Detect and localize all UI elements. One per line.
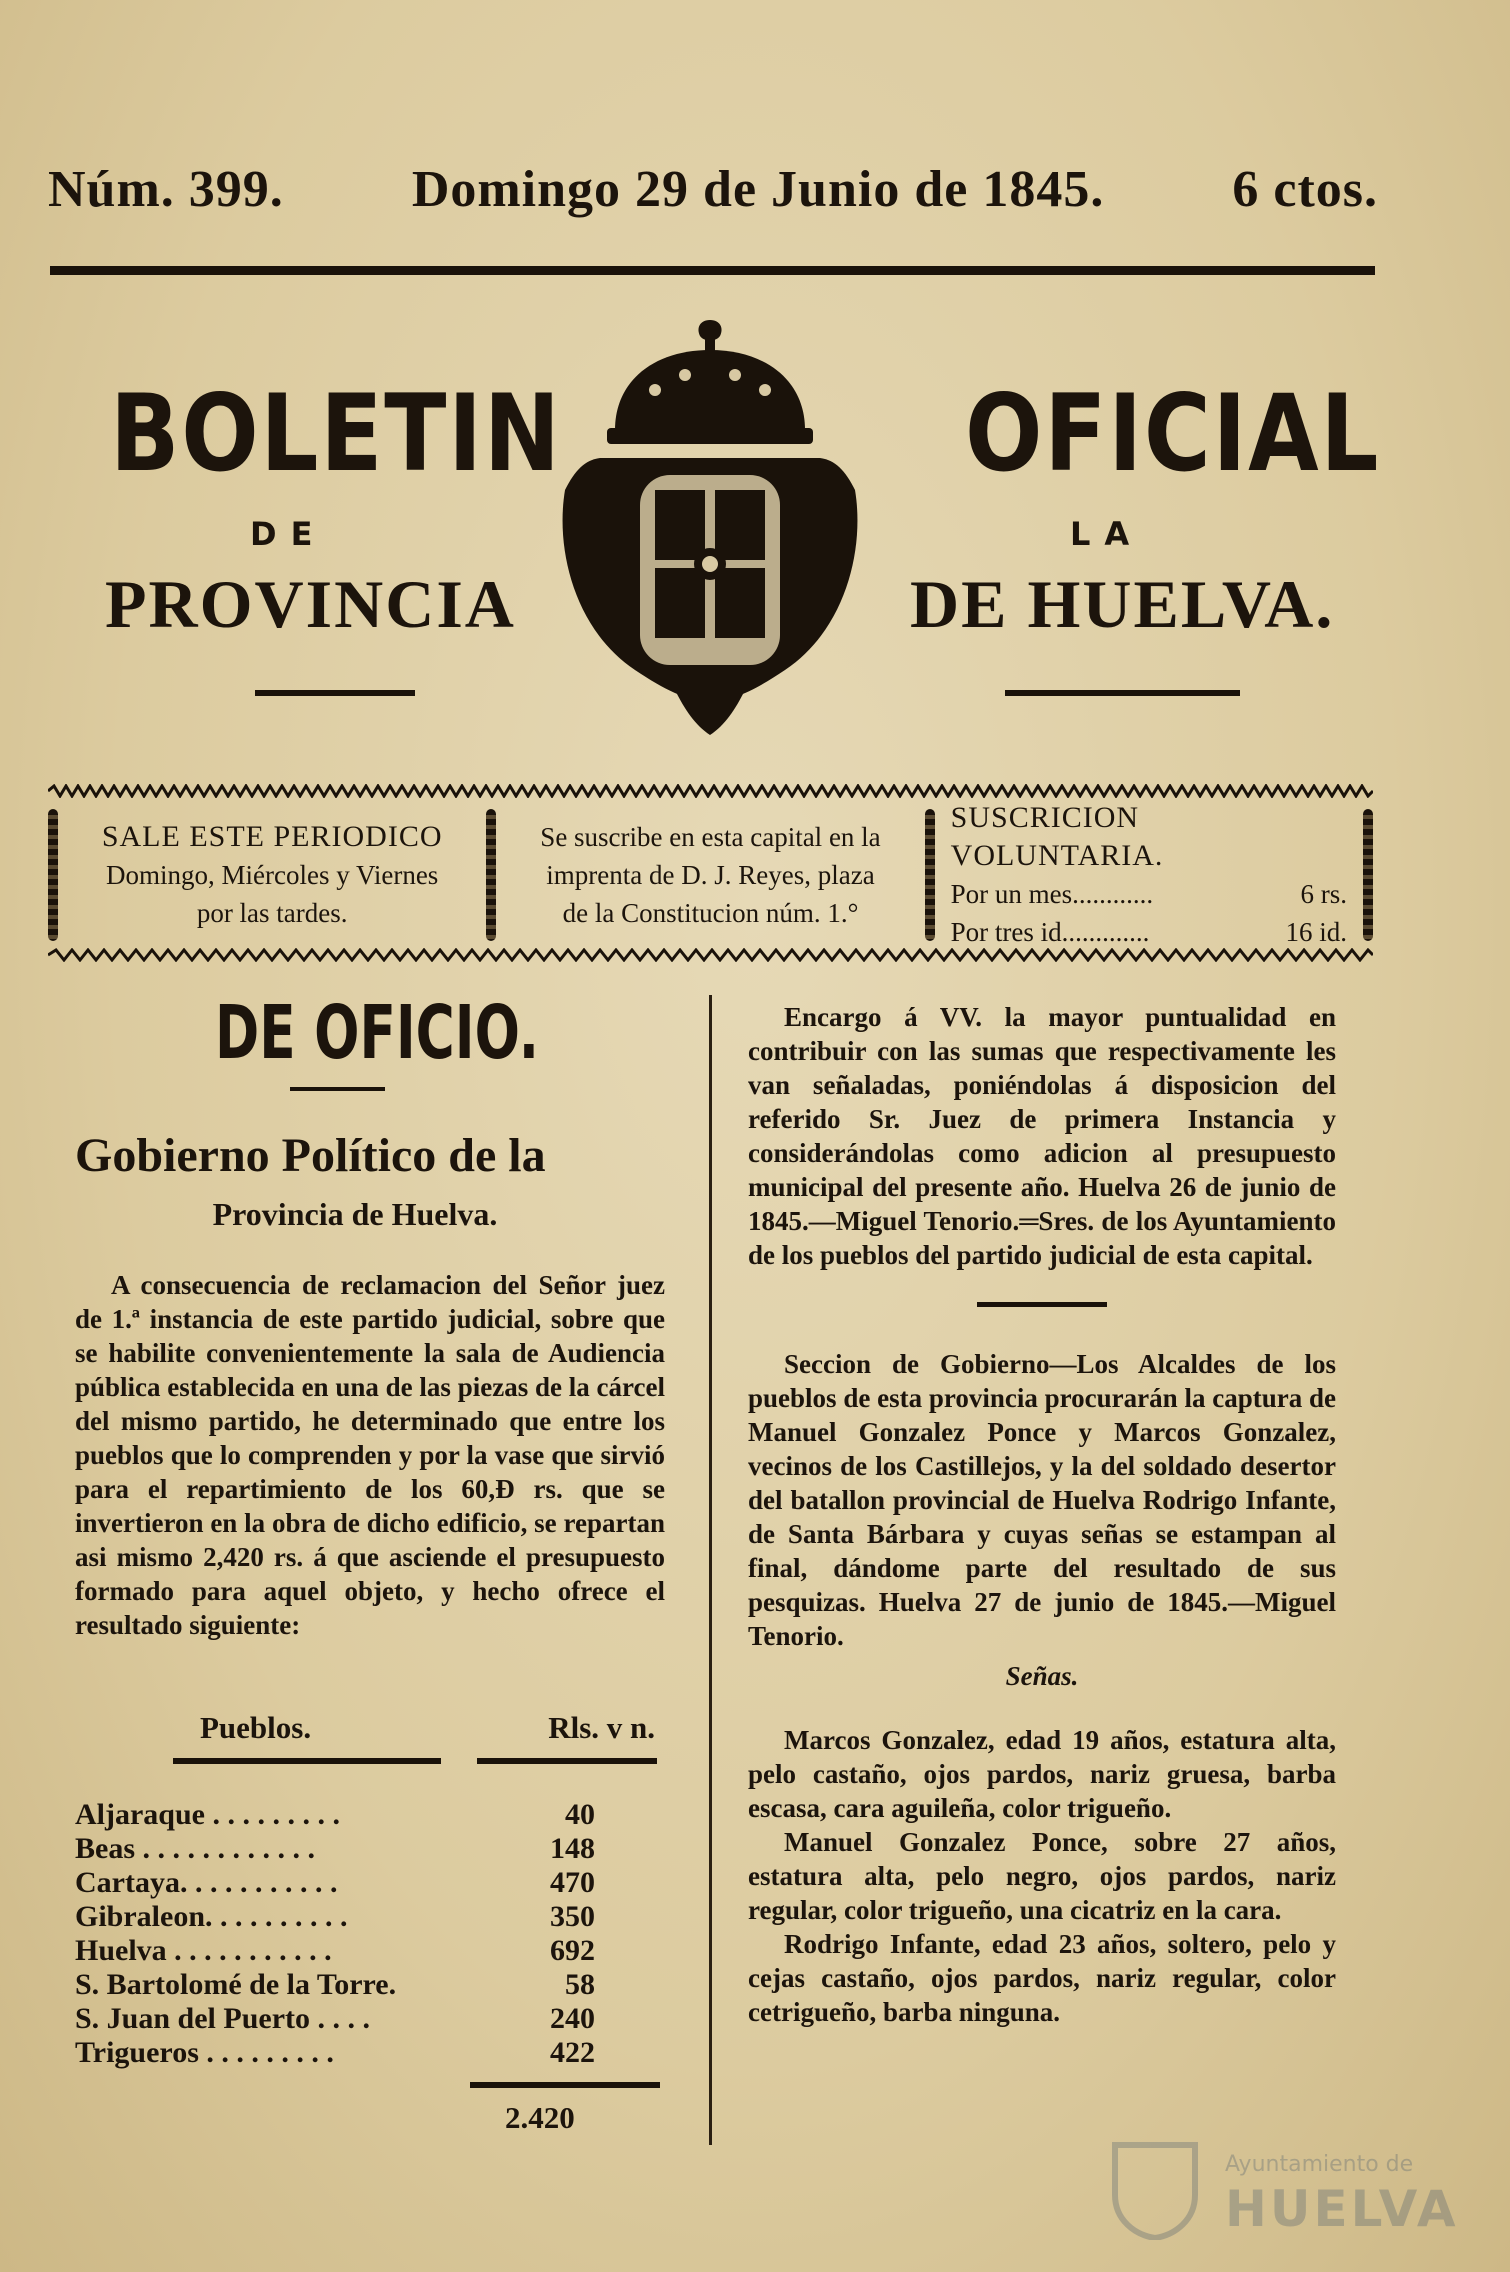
capture-paragraph: Seccion de Gobierno—Los Alcaldes de los pueblos de esta provincia procurarán la captura de Manuel Gonzalez Ponce y Marcos Gonzalez, vecinos de los Castillejos, y la del soldado desertor del batallon provincial de Huelva Rodrigo Infante, de Santa Bárbara y cuyas señas se estampan al final, dándome parte del resultado de sus pesquizas. Huelva 27 de junio de 1845.—Miguel Tenorio.: [748, 1349, 1336, 1651]
archive-watermark: [1110, 2140, 1459, 2250]
senas-heading: Señas.: [1005, 1661, 1079, 1691]
right-column: [748, 1000, 1336, 2029]
price-label: Por tres id.............: [950, 917, 1150, 947]
masthead-rule: [50, 266, 1375, 275]
price-heading: SUSCRICION VOLUNTARIA.: [950, 801, 1164, 872]
table-header-pueblos: Pueblos.: [200, 1710, 312, 1745]
circular-paragraph: Encargo á VV. la mayor puntualidad en contribuir con las sumas que respectivamente les van señaladas, poniéndolas á disposicion del referido Sr. Juez de primera Instancia y considerándolas como adicion al presupuesto municipal del presente año. Huelva 26 de junio de 1845.—Miguel Tenorio.═Sres. de los Ayuntamiento de los pueblos del partido judicial de esta capital.: [748, 1002, 1336, 1270]
table-row: [75, 2002, 595, 2036]
masthead-info-line: [48, 160, 1378, 220]
coat-of-arms-emblem: [545, 310, 875, 740]
town-amount: 40: [565, 1798, 595, 1831]
header-underline: [477, 1758, 657, 1764]
title-de: DE: [250, 515, 327, 553]
town-name: Beas . . . . . . . . . . . .: [75, 1832, 315, 1865]
table-row: [75, 1968, 595, 2002]
table-header: [75, 1710, 665, 1746]
subscription-band: [48, 801, 1373, 947]
schedule-heading: SALE ESTE PERIODICO: [101, 820, 443, 853]
town-amount: 58: [565, 1968, 595, 2001]
watermark-line-1: Ayuntamiento de: [1225, 2152, 1414, 2177]
pueblos-rows: [75, 1798, 595, 2070]
town-name: S. Bartolomé de la Torre.: [75, 1968, 397, 2001]
table-row: [75, 1832, 595, 1866]
watermark-line-2: HUELVA: [1225, 2180, 1459, 2238]
band-separator: [486, 809, 496, 941]
price-row: [951, 875, 1347, 913]
town-amount: 350: [550, 1900, 595, 1933]
schedule-time: por las tardes.: [196, 898, 348, 928]
title-oficial: OFICIAL: [965, 372, 1381, 495]
zigzag-border-top: [48, 784, 1373, 798]
subscribe-line-2: imprenta de D. J. Reyes, plaza: [546, 860, 875, 890]
price-value: 16 id.: [1285, 917, 1347, 947]
town-name: Cartaya. . . . . . . . . . .: [75, 1866, 338, 1899]
title-provincia: PROVINCIA: [105, 566, 516, 642]
town-name: S. Juan del Puerto . . . .: [75, 2002, 371, 2035]
issue-price: 6 ctos.: [1232, 161, 1378, 218]
title-right-rule: [1005, 690, 1240, 696]
zigzag-border-bottom: [48, 948, 1373, 962]
town-name: Huelva . . . . . . . . . . .: [75, 1934, 332, 1967]
issue-number: Núm. 399.: [48, 161, 284, 218]
issue-date: Domingo 29 de Junio de 1845.: [411, 161, 1105, 218]
header-underline: [173, 1758, 441, 1764]
town-amount: 470: [550, 1866, 595, 1899]
band-separator: [48, 809, 58, 941]
town-amount: 240: [550, 2002, 595, 2035]
band-separator: [925, 809, 935, 941]
table-header-amount: Rls. v n.: [548, 1710, 655, 1745]
shield-icon: [1110, 2140, 1200, 2240]
total-rule: [470, 2082, 660, 2088]
title-la: LA: [1070, 515, 1144, 553]
table-row: [75, 1900, 595, 1934]
column-divider: [709, 995, 712, 2145]
town-name: Aljaraque . . . . . . . . .: [75, 1798, 340, 1831]
subscribe-box: [496, 805, 924, 945]
pueblos-table: [75, 1710, 665, 2136]
article-heading: Gobierno Político de la: [75, 1129, 546, 1182]
description-paragraph: Manuel Gonzalez Ponce, sobre 27 años, estatura alta, pelo negro, ojos pardos, nariz regular, color trigueño, una cicatriz en la cara.: [748, 1827, 1336, 1925]
town-amount: 692: [550, 1934, 595, 1967]
subscribe-line-3: de la Constitucion núm. 1.°: [562, 898, 859, 928]
schedule-box: [58, 805, 486, 945]
table-row: [75, 1798, 595, 1832]
town-name: Gibraleon. . . . . . . . . .: [75, 1900, 348, 1933]
table-total: 2.420: [505, 2100, 575, 2135]
description-paragraph: Rodrigo Infante, edad 23 años, soltero, pelo y cejas castaño, ojos pardos, nariz regular, color cetrigueño, barba ninguna.: [748, 1929, 1336, 2027]
price-label: Por un mes............: [950, 879, 1154, 909]
section-rule: [977, 1302, 1107, 1307]
article-paragraph: A consecuencia de reclamacion del Señor juez de 1.ª instancia de este partido judicial, sobre que se habilite convenientemente la sala de Audiencia pública establecida en una de las piezas de la cárcel del mismo partido, he determinado que entre los pueblos que lo comprenden y por la vase que sirvió para el repartimiento de los 60,Ɖ rs. que se invertieron en la obra de dicho edificio, se repartan asi mismo 2,420 rs. á que asciende el presupuesto formado para aquel objeto, y hecho ofrece el resultado siguiente:: [75, 1270, 665, 1640]
price-box: [935, 801, 1363, 947]
town-name: Trigueros . . . . . . . . .: [75, 2036, 334, 2069]
title-left-rule: [255, 690, 415, 696]
price-value: 6 rs.: [1300, 879, 1347, 909]
subscribe-line-1: Se suscribe en esta capital en la: [540, 822, 881, 852]
band-separator: [1363, 809, 1373, 941]
ornament-rule: [290, 1087, 385, 1091]
town-amount: 148: [550, 1832, 595, 1865]
table-row: [75, 2036, 595, 2070]
town-amount: 422: [550, 2036, 595, 2069]
article-body: [75, 1268, 665, 1642]
table-row: [75, 1934, 595, 1968]
section-title: DE OFICIO.: [215, 990, 539, 1076]
article-subheading: Provincia de Huelva.: [212, 1196, 498, 1232]
schedule-days: Domingo, Miércoles y Viernes: [106, 860, 439, 890]
price-row: [951, 913, 1347, 951]
table-row: [75, 1866, 595, 1900]
title-de-huelva: DE HUELVA.: [910, 566, 1335, 642]
description-paragraph: Marcos Gonzalez, edad 19 años, estatura alta, pelo castaño, ojos pardos, nariz gruesa, barba escasa, cara aguileña, color trigueño.: [748, 1725, 1336, 1823]
title-boletin: BOLETIN: [110, 372, 562, 495]
